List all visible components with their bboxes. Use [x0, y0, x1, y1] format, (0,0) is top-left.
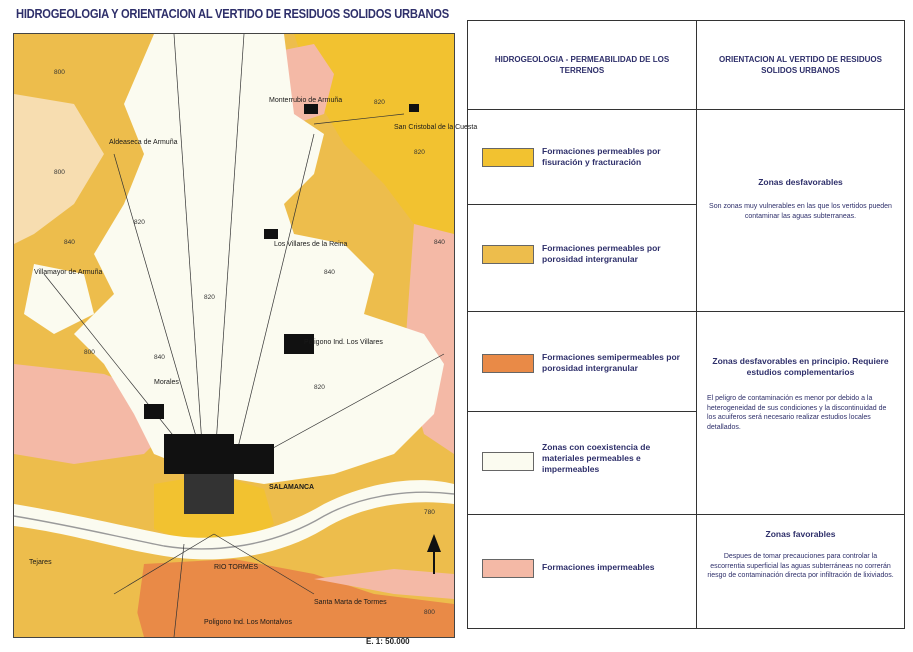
place-label: Monterrubio de Armuña [269, 97, 343, 104]
legend-label: Formaciones impermeables [542, 562, 655, 572]
zone-title: Zonas favorables [765, 529, 836, 539]
legend-header-left: HIDROGEOLOGIA - PERMEABILIDAD DE LOS TERRENOS [468, 21, 696, 110]
contour-label: 840 [324, 269, 335, 276]
zone-block [697, 515, 904, 628]
legend-swatch [482, 559, 534, 578]
legend-row [468, 205, 696, 312]
zone-title: Zonas desfavorables en principio. Requiere estudios complementarios [712, 356, 889, 377]
legend-permeability-column [468, 21, 697, 628]
contour-label: 780 [424, 509, 435, 516]
map-scale: E. 1: 50.000 [366, 637, 410, 646]
zone-description: Son zonas muy vulnerables en las que los vertidos pueden contaminar las aguas subterraneas. [709, 203, 892, 220]
contour-label: 820 [134, 219, 145, 226]
zone-block [697, 312, 904, 515]
legend-row [468, 515, 696, 628]
contour-label: 800 [424, 609, 435, 616]
contour-label: 820 [204, 294, 215, 301]
zone-description: Despues de tomar precauciones para controlar la escorrentia superficial las aguas subterráneas no correrán riesgo de contaminación directa por infiltración de lixiviados. [707, 553, 894, 579]
place-label: Poligono Ind. Los Villares [304, 339, 383, 346]
place-label: San Cristobal de la Cuesta [394, 124, 478, 131]
place-label: Los Villares de la Reina [274, 241, 348, 248]
contour-label: 800 [54, 69, 65, 76]
zone-block [697, 110, 904, 312]
contour-label: 800 [84, 349, 95, 356]
legend-orientation-column [697, 21, 904, 628]
contour-label: 840 [64, 239, 75, 246]
contour-label: 820 [414, 149, 425, 156]
contour-label: 820 [374, 99, 385, 106]
legend-row [468, 412, 696, 515]
zone-title: Zonas desfavorables [758, 177, 843, 187]
legend-label: Formaciones semipermeables por porosidad intergranular [542, 352, 680, 373]
legend-header-right: ORIENTACION AL VERTIDO DE RESIDUOS SOLIDOS URBANOS [697, 21, 904, 110]
place-label-river: RIO TORMES [214, 564, 259, 571]
place-label: Aldeaseca de Armuña [109, 139, 178, 146]
legend-label: Formaciones permeables por porosidad intergranular [542, 243, 661, 264]
place-label: Villamayor de Armuña [34, 269, 103, 276]
contour-label: 840 [434, 239, 445, 246]
legend-swatch [482, 245, 534, 264]
contour-label: 820 [314, 384, 325, 391]
legend-row [468, 110, 696, 205]
hydrogeology-map[interactable] [13, 33, 478, 638]
place-label: Poligono Ind. Los Montalvos [204, 619, 292, 626]
place-label: Santa Marta de Tormes [314, 599, 387, 606]
page-title: HIDROGEOLOGIA Y ORIENTACION AL VERTIDO DE RESIDUOS SOLIDOS URBANOS [16, 6, 449, 21]
place-label: Morales [154, 379, 179, 386]
legend-label: Formaciones permeables por fisuración y fracturación [542, 146, 661, 167]
legend-row [468, 312, 696, 412]
contour-label: 800 [54, 169, 65, 176]
legend-swatch [482, 354, 534, 373]
legend-label: Zonas con coexistencia de materiales permeables e impermeables [542, 442, 651, 474]
contour-label: 840 [154, 354, 165, 361]
legend-swatch [482, 452, 534, 471]
place-label: Tejares [29, 559, 52, 566]
legend-table [467, 20, 905, 629]
place-label-salamanca: SALAMANCA [269, 484, 315, 491]
zone-description: El peligro de contaminación es menor por debido a la heterogeneidad de sus condiciones y la discontinuidad de los acuiferos será necesario realizar estudios locales detallados. [707, 395, 887, 431]
legend-swatch [482, 148, 534, 167]
